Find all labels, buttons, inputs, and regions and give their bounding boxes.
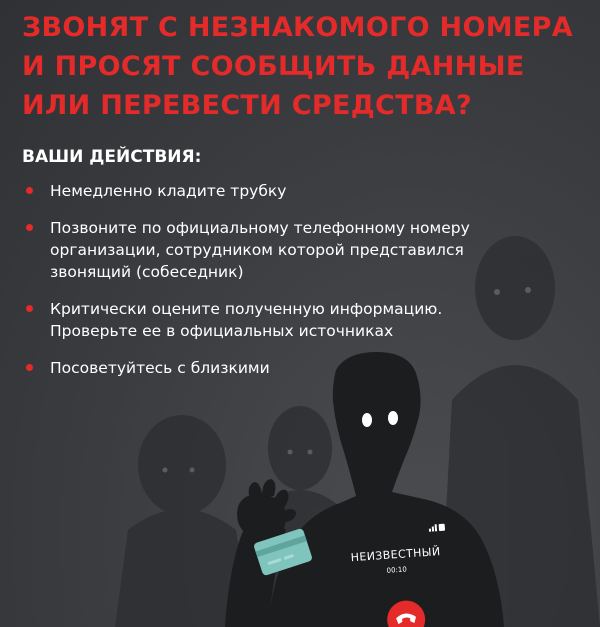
- actions-title: ВАШИ ДЕЙСТВИЯ:: [22, 147, 202, 167]
- bullet-dot-icon: [26, 364, 33, 371]
- action-item: [22, 217, 582, 283]
- action-text-line: Посоветуйтесь с близкими: [50, 359, 270, 377]
- actions-list: [22, 180, 582, 394]
- headline-line: ЗВОНЯТ С НЕЗНАКОМОГО НОМЕРА: [22, 12, 573, 43]
- call-timer: 00:10: [386, 565, 408, 575]
- headline-line: И ПРОСЯТ СООБЩИТЬ ДАННЫЕ: [22, 51, 525, 82]
- action-text-line: Критически оцените полученную информацию.: [50, 300, 443, 318]
- bullet-dot-icon: [26, 305, 33, 312]
- action-item: [22, 180, 582, 202]
- action-item: [22, 298, 582, 342]
- bullet-dot-icon: [26, 187, 33, 194]
- action-item: [22, 357, 582, 379]
- action-text-line: Позвоните по официальному телефонному номеру: [50, 219, 470, 237]
- headline-line: ИЛИ ПЕРЕВЕСТИ СРЕДСТВА?: [22, 90, 472, 121]
- caller-name: НЕИЗВЕСТНЫЙ: [350, 545, 441, 565]
- phone-screen: [334, 518, 466, 627]
- headline: [22, 8, 582, 125]
- action-text-line: организации, сотрудником которой представился: [50, 241, 464, 259]
- action-text-line: звонящий (собеседник): [50, 263, 244, 281]
- action-text-line: Немедленно кладите трубку: [50, 182, 287, 200]
- bullet-dot-icon: [26, 224, 33, 231]
- action-text-line: Проверьте ее в официальных источниках: [50, 322, 394, 340]
